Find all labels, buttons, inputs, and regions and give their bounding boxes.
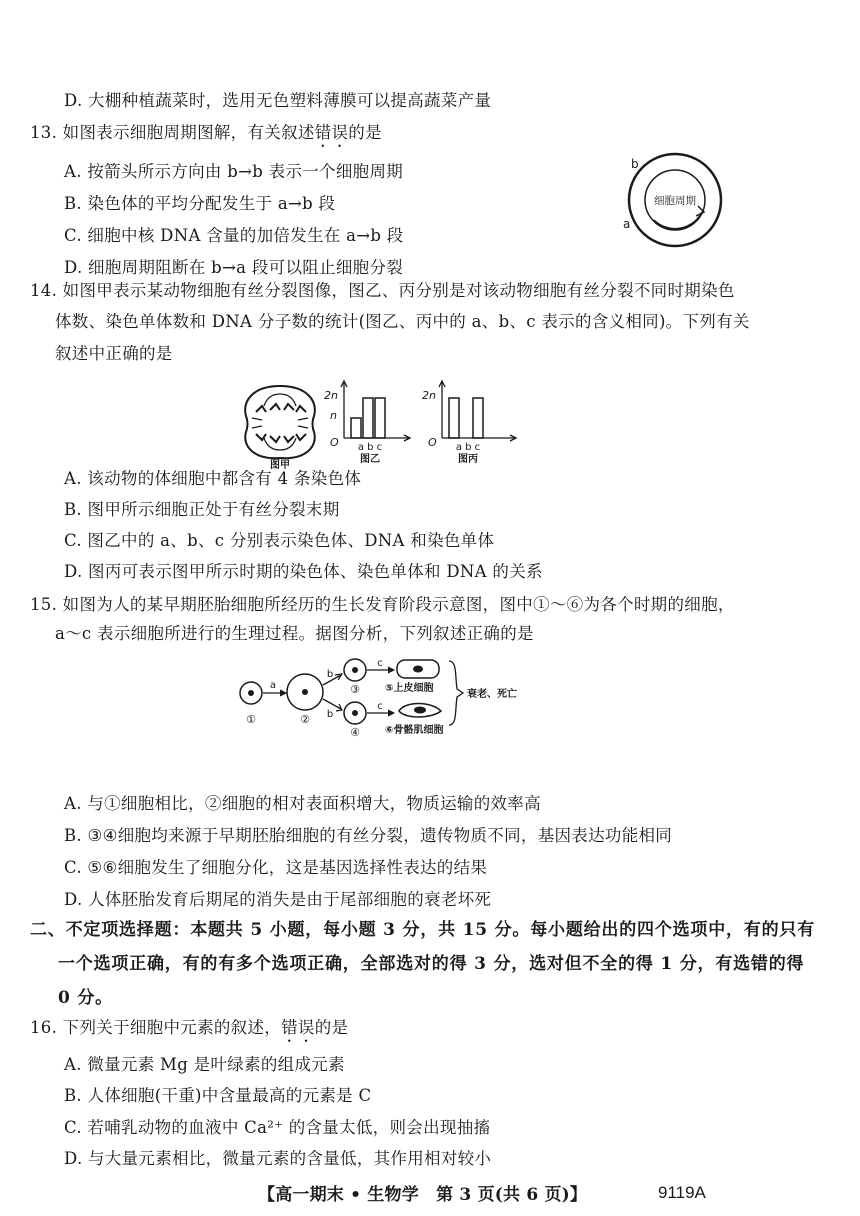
mitosis-cell-figure <box>240 382 320 471</box>
q14-option-c: C. 图乙中的 a、b、c 分别表示染色体、DNA 和染色单体 <box>64 531 495 550</box>
yi-bar-a <box>351 418 361 438</box>
figure-jia-label: 图甲 <box>270 460 290 471</box>
q16-option-a: A. 微量元素 Mg 是叶绿素的组成元素 <box>64 1055 345 1074</box>
cell-2-label: ② <box>300 713 310 726</box>
section-2-heading-line-1: 二、不定项选择题：本题共 5 小题，每小题 3 分，共 15 分。每小题给出的四个选项中，有的只有 <box>30 920 816 940</box>
q14-stem-line-1: 14. 如图甲表示某动物细胞有丝分裂图像，图乙、丙分别是对该动物细胞有丝分裂不同时期染色 <box>30 281 735 300</box>
q16-option-c: C. 若哺乳动物的血液中 Ca²⁺ 的含量太低，则会出现抽搐 <box>64 1118 491 1137</box>
yi-bar-b <box>363 398 373 438</box>
cell-5-label: ⑤上皮细胞 <box>385 683 434 694</box>
q15-option-c: C. ⑤⑥细胞发生了细胞分化，这是基因选择性表达的结果 <box>64 858 488 877</box>
q15-stem-line-2: a～c 表示细胞所进行的生理过程。据图分析，下列叙述正确的是 <box>55 624 534 643</box>
section-2-heading-line-2: 一个选项正确，有的有多个选项正确，全部选对的得 3 分，选对但不全的得 1 分，有选错的得 <box>58 954 805 974</box>
cell-6-label: ⑥骨骼肌细胞 <box>385 725 444 736</box>
arrow-c-label-top: c <box>377 658 383 669</box>
exam-code: 9119A <box>658 1183 706 1202</box>
arrow-a-label: a <box>269 680 277 691</box>
yi-tick-n: n <box>330 409 337 422</box>
q15-stem-line-1: 15. 如图为人的某早期胚胎细胞所经历的生长发育阶段示意图，图中①～⑥为各个时期的细胞， <box>30 595 735 614</box>
cell-cycle-diagram <box>620 150 730 250</box>
q16-option-d: D. 与大量元素相比，微量元素的含量低，其作用相对较小 <box>64 1149 492 1168</box>
yi-bar-c <box>375 398 385 438</box>
arrow-b-label-bottom: b <box>326 709 334 720</box>
arrow-b-label-top: b <box>326 669 334 680</box>
q15-option-b: B. ③④细胞均来源于早期胚胎细胞的有丝分裂，遗传物质不同，基因表达功能相同 <box>64 826 673 845</box>
q16-option-b: B. 人体细胞(干重)中含量最高的元素是 C <box>64 1086 372 1105</box>
q13-option-a: A. 按箭头所示方向由 b→b 表示一个细胞周期 <box>64 162 404 181</box>
cell-cycle-label-b: b <box>631 157 639 171</box>
q15-option-d: D. 人体胚胎发育后期尾的消失是由于尾部细胞的衰老坏死 <box>64 890 492 909</box>
cell-4-label: ④ <box>350 726 360 739</box>
bar-chart-bing <box>420 378 520 468</box>
prev-option-d: D. 大棚种植蔬菜时，选用无色塑料薄膜可以提高蔬菜产量 <box>64 91 492 110</box>
q14-option-a: A. 该动物的体细胞中都含有 4 条染色体 <box>64 469 362 488</box>
q13-option-c: C. 细胞中核 DNA 含量的加倍发生在 a→b 段 <box>64 226 404 245</box>
cell-1-label: ① <box>246 713 256 726</box>
bing-bar-c <box>473 398 483 438</box>
page-footer: 【高一期末 • 生物学 第 3 页(共 6 页)】 <box>258 1185 588 1205</box>
fate-label: 衰老、死亡 <box>467 689 517 700</box>
bar-chart-yi <box>322 378 416 468</box>
cell-3-label: ③ <box>350 683 360 696</box>
cell-development-diagram <box>235 655 555 740</box>
bing-title: 图丙 <box>458 454 478 465</box>
yi-tick-2n: 2n <box>324 389 338 402</box>
q16-stem: 16. 下列关于细胞中元素的叙述，错误的是 <box>30 1018 349 1037</box>
yi-title: 图乙 <box>360 454 380 465</box>
q14-option-d: D. 图丙可表示图甲所示时期的染色体、染色单体和 DNA 的关系 <box>64 562 543 581</box>
bing-origin: O <box>428 436 437 449</box>
cell-cycle-label-a: a <box>623 217 631 231</box>
bing-tick-2n: 2n <box>422 389 436 402</box>
bing-bar-a <box>449 398 459 438</box>
cell-cycle-center-label: 细胞周期 <box>654 195 696 207</box>
q14-stem-line-2: 体数、染色单体数和 DNA 分子数的统计(图乙、丙中的 a、b、c 表示的含义相同)。下列有关 <box>55 312 750 331</box>
section-2-heading-line-3: 0 分。 <box>58 988 113 1008</box>
q13-option-b: B. 染色体的平均分配发生于 a→b 段 <box>64 194 336 213</box>
q14-stem-line-3: 叙述中正确的是 <box>55 344 173 363</box>
q15-option-a: A. 与①细胞相比，②细胞的相对表面积增大，物质运输的效率高 <box>64 794 541 813</box>
bing-x-ticks: a b c <box>455 442 481 453</box>
q14-option-b: B. 图甲所示细胞正处于有丝分裂末期 <box>64 500 340 519</box>
yi-origin: O <box>330 436 339 449</box>
q13-stem: 13. 如图表示细胞周期图解，有关叙述错误的是 <box>30 123 382 142</box>
arrow-c-label-bottom: c <box>377 701 383 712</box>
yi-x-ticks: a b c <box>357 442 383 453</box>
q13-option-d: D. 细胞周期阻断在 b→a 段可以阻止细胞分裂 <box>64 258 404 277</box>
